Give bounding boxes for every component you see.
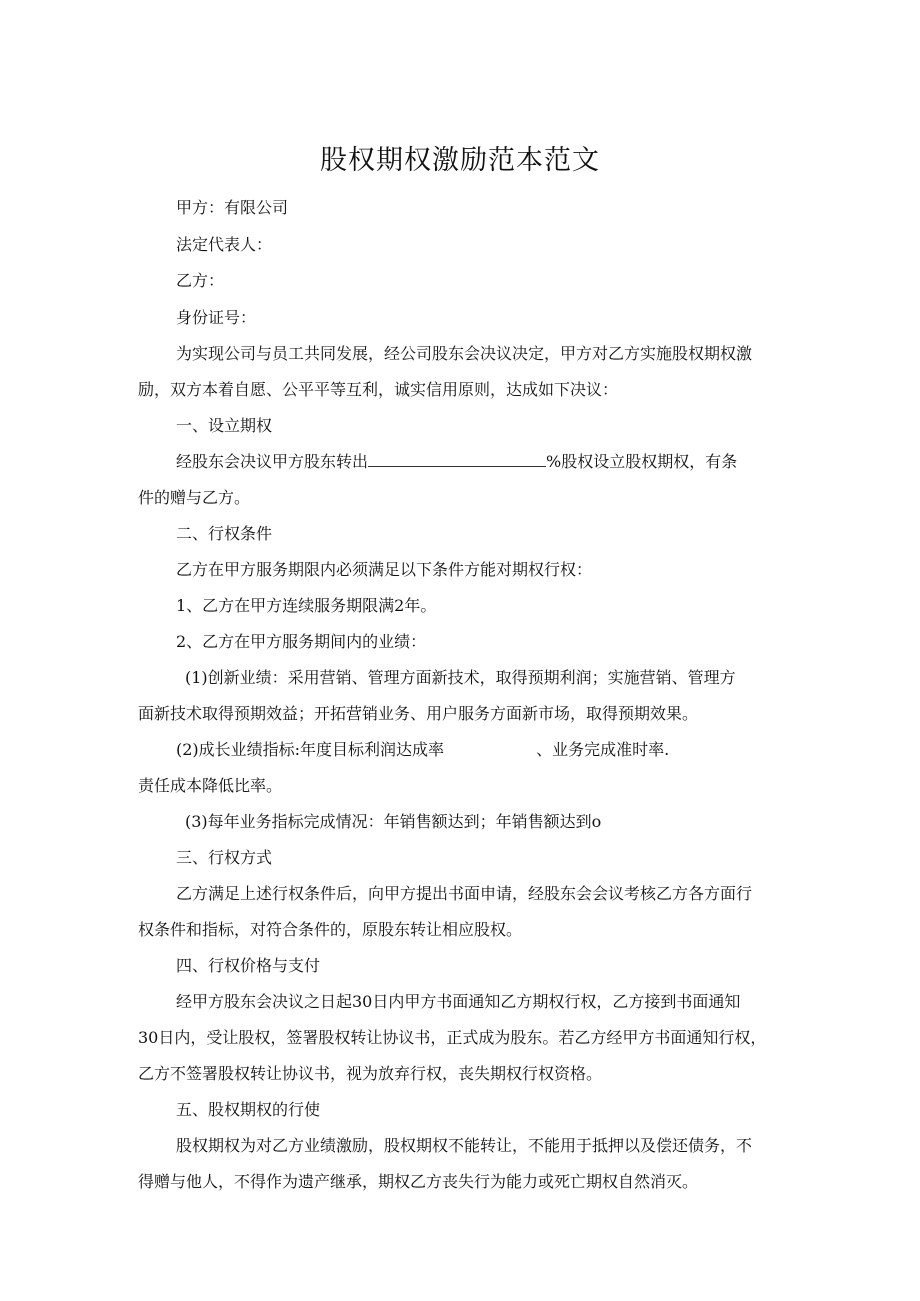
paragraph-intro-line-2: 励，双方本着自愿、公平平等互利，诚实信用原则，达成如下决议： — [138, 380, 619, 399]
legal-representative-line: 法定代表人： — [176, 235, 273, 254]
price-payment-line-2: 30日内，受让股权，签署股权转让协议书，正式成为股东。若乙方经甲方书面通知行权， — [138, 1028, 767, 1047]
exercise-method-line-1: 乙方满足上述行权条件后，向甲方提出书面申请，经股东会会议考核乙方各方面行 — [176, 884, 753, 903]
section-heading-1: 一、设立期权 — [176, 416, 273, 435]
option-text-before-blank: 经股东会决议甲方股东转出 — [176, 452, 369, 471]
growth-indicator-line-1 — [176, 740, 669, 760]
option-exercise-line-2: 得赠与他人，不得作为遗产继承，期权乙方丧失行为能力或死亡期权自然消灭。 — [138, 1172, 699, 1191]
id-number-line: 身份证号： — [176, 308, 257, 327]
option-text-after-blank: %股权设立股权期权，有条 — [546, 452, 738, 471]
paragraph-conditions: 乙方在甲方服务期限内必须满足以下条件方能对期权行权： — [176, 560, 593, 579]
price-payment-line-3: 乙方不签署股权转让协议书，视为放弃行权，丧失期权行权资格。 — [138, 1064, 603, 1083]
document-title: 股权期权激励范本范文 — [320, 145, 600, 176]
annual-targets-line: (3)每年业务指标完成情况：年销售额达到；年销售额达到o — [185, 812, 602, 831]
paragraph-option-line-2: 件的赠与乙方。 — [138, 488, 251, 507]
party-a-line: 甲方：有限公司 — [176, 198, 289, 217]
growth-text-before-gap: (2)成长业绩指标:年度目标利润达成率 — [176, 740, 445, 759]
option-exercise-line-1: 股权期权为对乙方业绩激励，股权期权不能转让，不能用于抵押以及偿还债务，不 — [176, 1136, 753, 1155]
innovation-line-2: 面新技术取得预期效益；开拓营销业务、用户服务方面新市场，取得预期效果。 — [138, 704, 699, 723]
paragraph-option-line-1 — [176, 452, 737, 472]
section-heading-3: 三、行权方式 — [176, 848, 273, 867]
condition-1: 1、乙方在甲方连续服务期限满2年。 — [176, 596, 437, 615]
growth-text-after-gap: 、业务完成准时率. — [536, 740, 670, 759]
section-heading-4: 四、行权价格与支付 — [176, 956, 321, 975]
percentage-blank — [368, 452, 546, 467]
growth-indicator-line-2: 责任成本降低比率。 — [138, 776, 283, 795]
section-heading-2: 二、行权条件 — [176, 524, 273, 543]
condition-2: 2、乙方在甲方服务期间内的业绩： — [176, 632, 427, 651]
section-heading-5: 五、股权期权的行使 — [176, 1100, 321, 1119]
price-payment-line-1: 经甲方股东会决议之日起30日内甲方书面通知乙方期权行权，乙方接到书面通知 — [176, 992, 741, 1011]
paragraph-intro-line-1: 为实现公司与员工共同发展，经公司股东会决议决定，甲方对乙方实施股权期权激 — [176, 344, 753, 363]
exercise-method-line-2: 权条件和指标，对符合条件的，原股东转让相应股权。 — [138, 920, 523, 939]
party-b-line: 乙方： — [176, 271, 225, 290]
innovation-line-1: (1)创新业绩：采用营销、管理方面新技术，取得预期利润；实施营销、管理方 — [185, 668, 736, 687]
